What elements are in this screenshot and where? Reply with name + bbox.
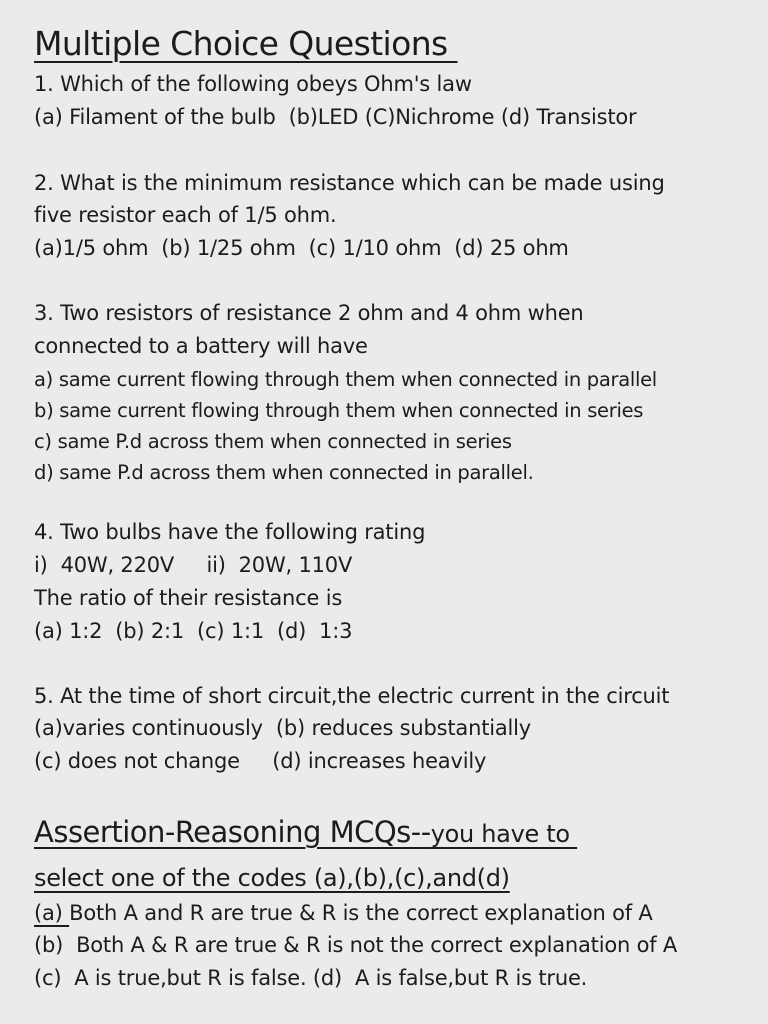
question-2-options: (a)1/5 ohm (b) 1/25 ohm (c) 1/10 ohm (d) 25 ohm (34, 236, 569, 260)
question-4-text: 4. Two bulbs have the following rating (34, 520, 426, 544)
question-2-text-line2: five resistor each of 1/5 ohm. (34, 203, 337, 227)
assertion-code-a-text: Both A and R are true & R is the correct explanation of A (69, 901, 653, 925)
question-5-options-line1: (a)varies continuously (b) reduces substantially (34, 716, 532, 740)
question-4-ratings: i) 40W, 220V ii) 20W, 110V (34, 553, 353, 577)
question-1-options: (a) Filament of the bulb (b)LED (C)Nichrome (d) Transistor (34, 105, 637, 129)
assertion-code-c-d: (c) A is true,but R is false. (d) A is false,but R is true. (34, 966, 588, 990)
question-3-text-line2: connected to a battery will have (34, 334, 368, 358)
question-5-text: 5. At the time of short circuit,the electric current in the circuit (34, 684, 670, 708)
question-3-option-a: a) same current flowing through them when connected in parallel (34, 368, 657, 391)
assertion-code-b: (b) Both A & R are true & R is not the correct explanation of A (34, 933, 678, 957)
question-3-text-line1: 3. Two resistors of resistance 2 ohm and 4 ohm when (34, 301, 584, 325)
assertion-code-a (34, 903, 653, 924)
question-5-options-line2: (c) does not change (d) increases heavily (34, 749, 487, 773)
question-4-prompt: The ratio of their resistance is (34, 586, 343, 610)
question-4-options: (a) 1:2 (b) 2:1 (c) 1:1 (d) 1:3 (34, 619, 353, 643)
question-2-text-line1: 2. What is the minimum resistance which can be made using (34, 171, 665, 195)
assertion-heading-line2: select one of the codes (a),(b),(c),and(d) (34, 864, 510, 892)
question-3-option-b: b) same current flowing through them when connected in series (34, 399, 644, 422)
assertion-heading-sub: you have to (430, 820, 578, 848)
page-title: Multiple Choice Questions (34, 24, 458, 63)
question-1-text: 1. Which of the following obeys Ohm's law (34, 72, 472, 96)
question-3-option-c: c) same P.d across them when connected in series (34, 430, 512, 453)
assertion-heading (34, 815, 578, 849)
assertion-code-a-label: (a) (34, 901, 70, 925)
question-3-option-d: d) same P.d across them when connected in parallel. (34, 461, 534, 484)
assertion-heading-main: Assertion-Reasoning MCQs-- (34, 815, 431, 849)
